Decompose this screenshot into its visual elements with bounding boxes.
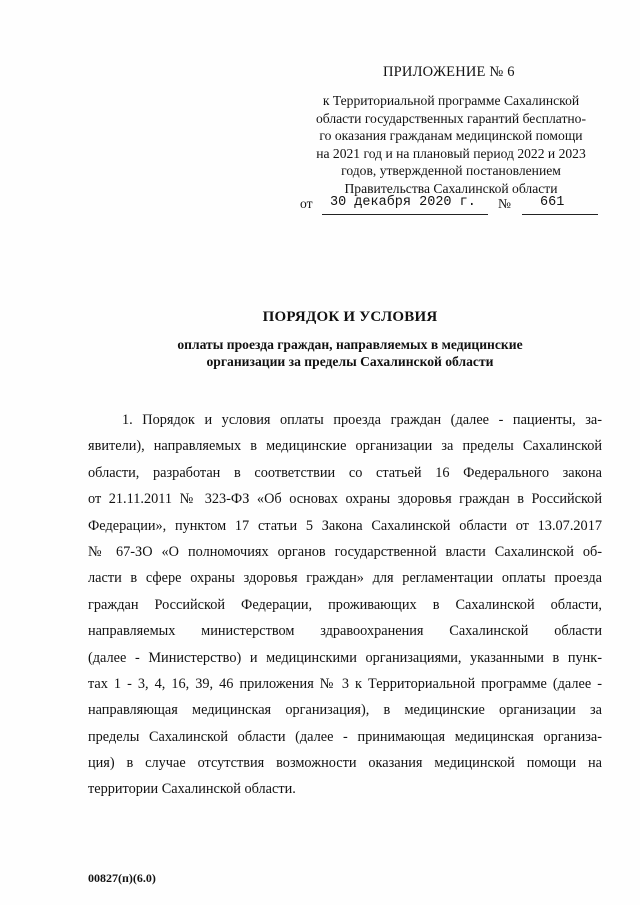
footer-code: 00827(п)(6.0) xyxy=(88,871,156,885)
paragraph-line: № 67-ЗО «О полномочиях органов государственной власти Сахалинской об- xyxy=(88,543,602,560)
date-field xyxy=(322,196,488,215)
paragraph-line: пределы Сахалинской области (далее - принимающая медицинская организа- xyxy=(88,728,602,745)
number-field xyxy=(522,196,598,215)
approval-date: 30 декабря 2020 г. xyxy=(330,195,476,210)
document-subtitle xyxy=(0,336,640,370)
paragraph-line: граждан Российской Федерации, проживающих в Сахалинской области, xyxy=(88,596,602,613)
subtitle-line: организации за пределы Сахалинской области xyxy=(206,354,494,369)
approval-number: 661 xyxy=(540,195,565,210)
number-label: № xyxy=(498,196,511,211)
paragraph-line: от 21.11.2011 № 323-ФЗ «Об основах охраны здоровья граждан в Российской xyxy=(88,491,602,508)
approval-line xyxy=(300,196,602,216)
annex-line: го оказания гражданам медицинской помощи xyxy=(319,128,583,144)
paragraph-line: ласти в сфере охраны здоровья граждан» для регламентации оплаты проезда xyxy=(88,570,602,587)
paragraph-1 xyxy=(88,407,602,803)
annex-line: Правительства Сахалинской области xyxy=(344,180,558,196)
paragraph-line: (далее - Министерство) и медицинскими организациями, указанными в пунк- xyxy=(88,649,602,666)
annex-line: годов, утвержденной постановлением xyxy=(341,163,561,179)
paragraph-line: территории Сахалинской области. xyxy=(88,781,296,798)
paragraph-line: Федерации», пунктом 17 статьи 5 Закона Сахалинской области от 13.07.2017 xyxy=(88,517,602,534)
annex-line: к Территориальной программе Сахалинской xyxy=(322,93,580,108)
subtitle-line: оплаты проезда граждан, направляемых в медицинские xyxy=(177,337,523,352)
paragraph-line: ция) в случае отсутствия возможности оказания медицинской помощи на xyxy=(88,755,602,772)
paragraph-line: направляемых министерством здравоохранения Сахалинской области xyxy=(88,623,602,640)
annex-description xyxy=(290,92,612,198)
paragraph-line: направляющая медицинская организация), в медицинские организации за xyxy=(88,702,602,719)
document-title: ПОРЯДОК И УСЛОВИЯ xyxy=(262,309,438,325)
annex-line: области государственных гарантий бесплатно- xyxy=(315,110,586,126)
paragraph-line: явители), направляемых в медицинские организации за пределы Сахалинской xyxy=(88,438,602,455)
annex-title: ПРИЛОЖЕНИЕ № 6 xyxy=(383,64,515,80)
paragraph-line: тах 1 - 3, 4, 16, 39, 46 приложения № 3 к Территориальной программе (далее - xyxy=(88,675,602,692)
from-label: от xyxy=(300,196,313,211)
annex-line: на 2021 год и на плановый период 2022 и 2023 xyxy=(316,145,586,161)
paragraph-line: области, разработан в соответствии со статьей 16 Федерального закона xyxy=(88,464,602,481)
paragraph-line: 1. Порядок и условия оплаты проезда граждан (далее - пациенты, за- xyxy=(122,412,602,428)
